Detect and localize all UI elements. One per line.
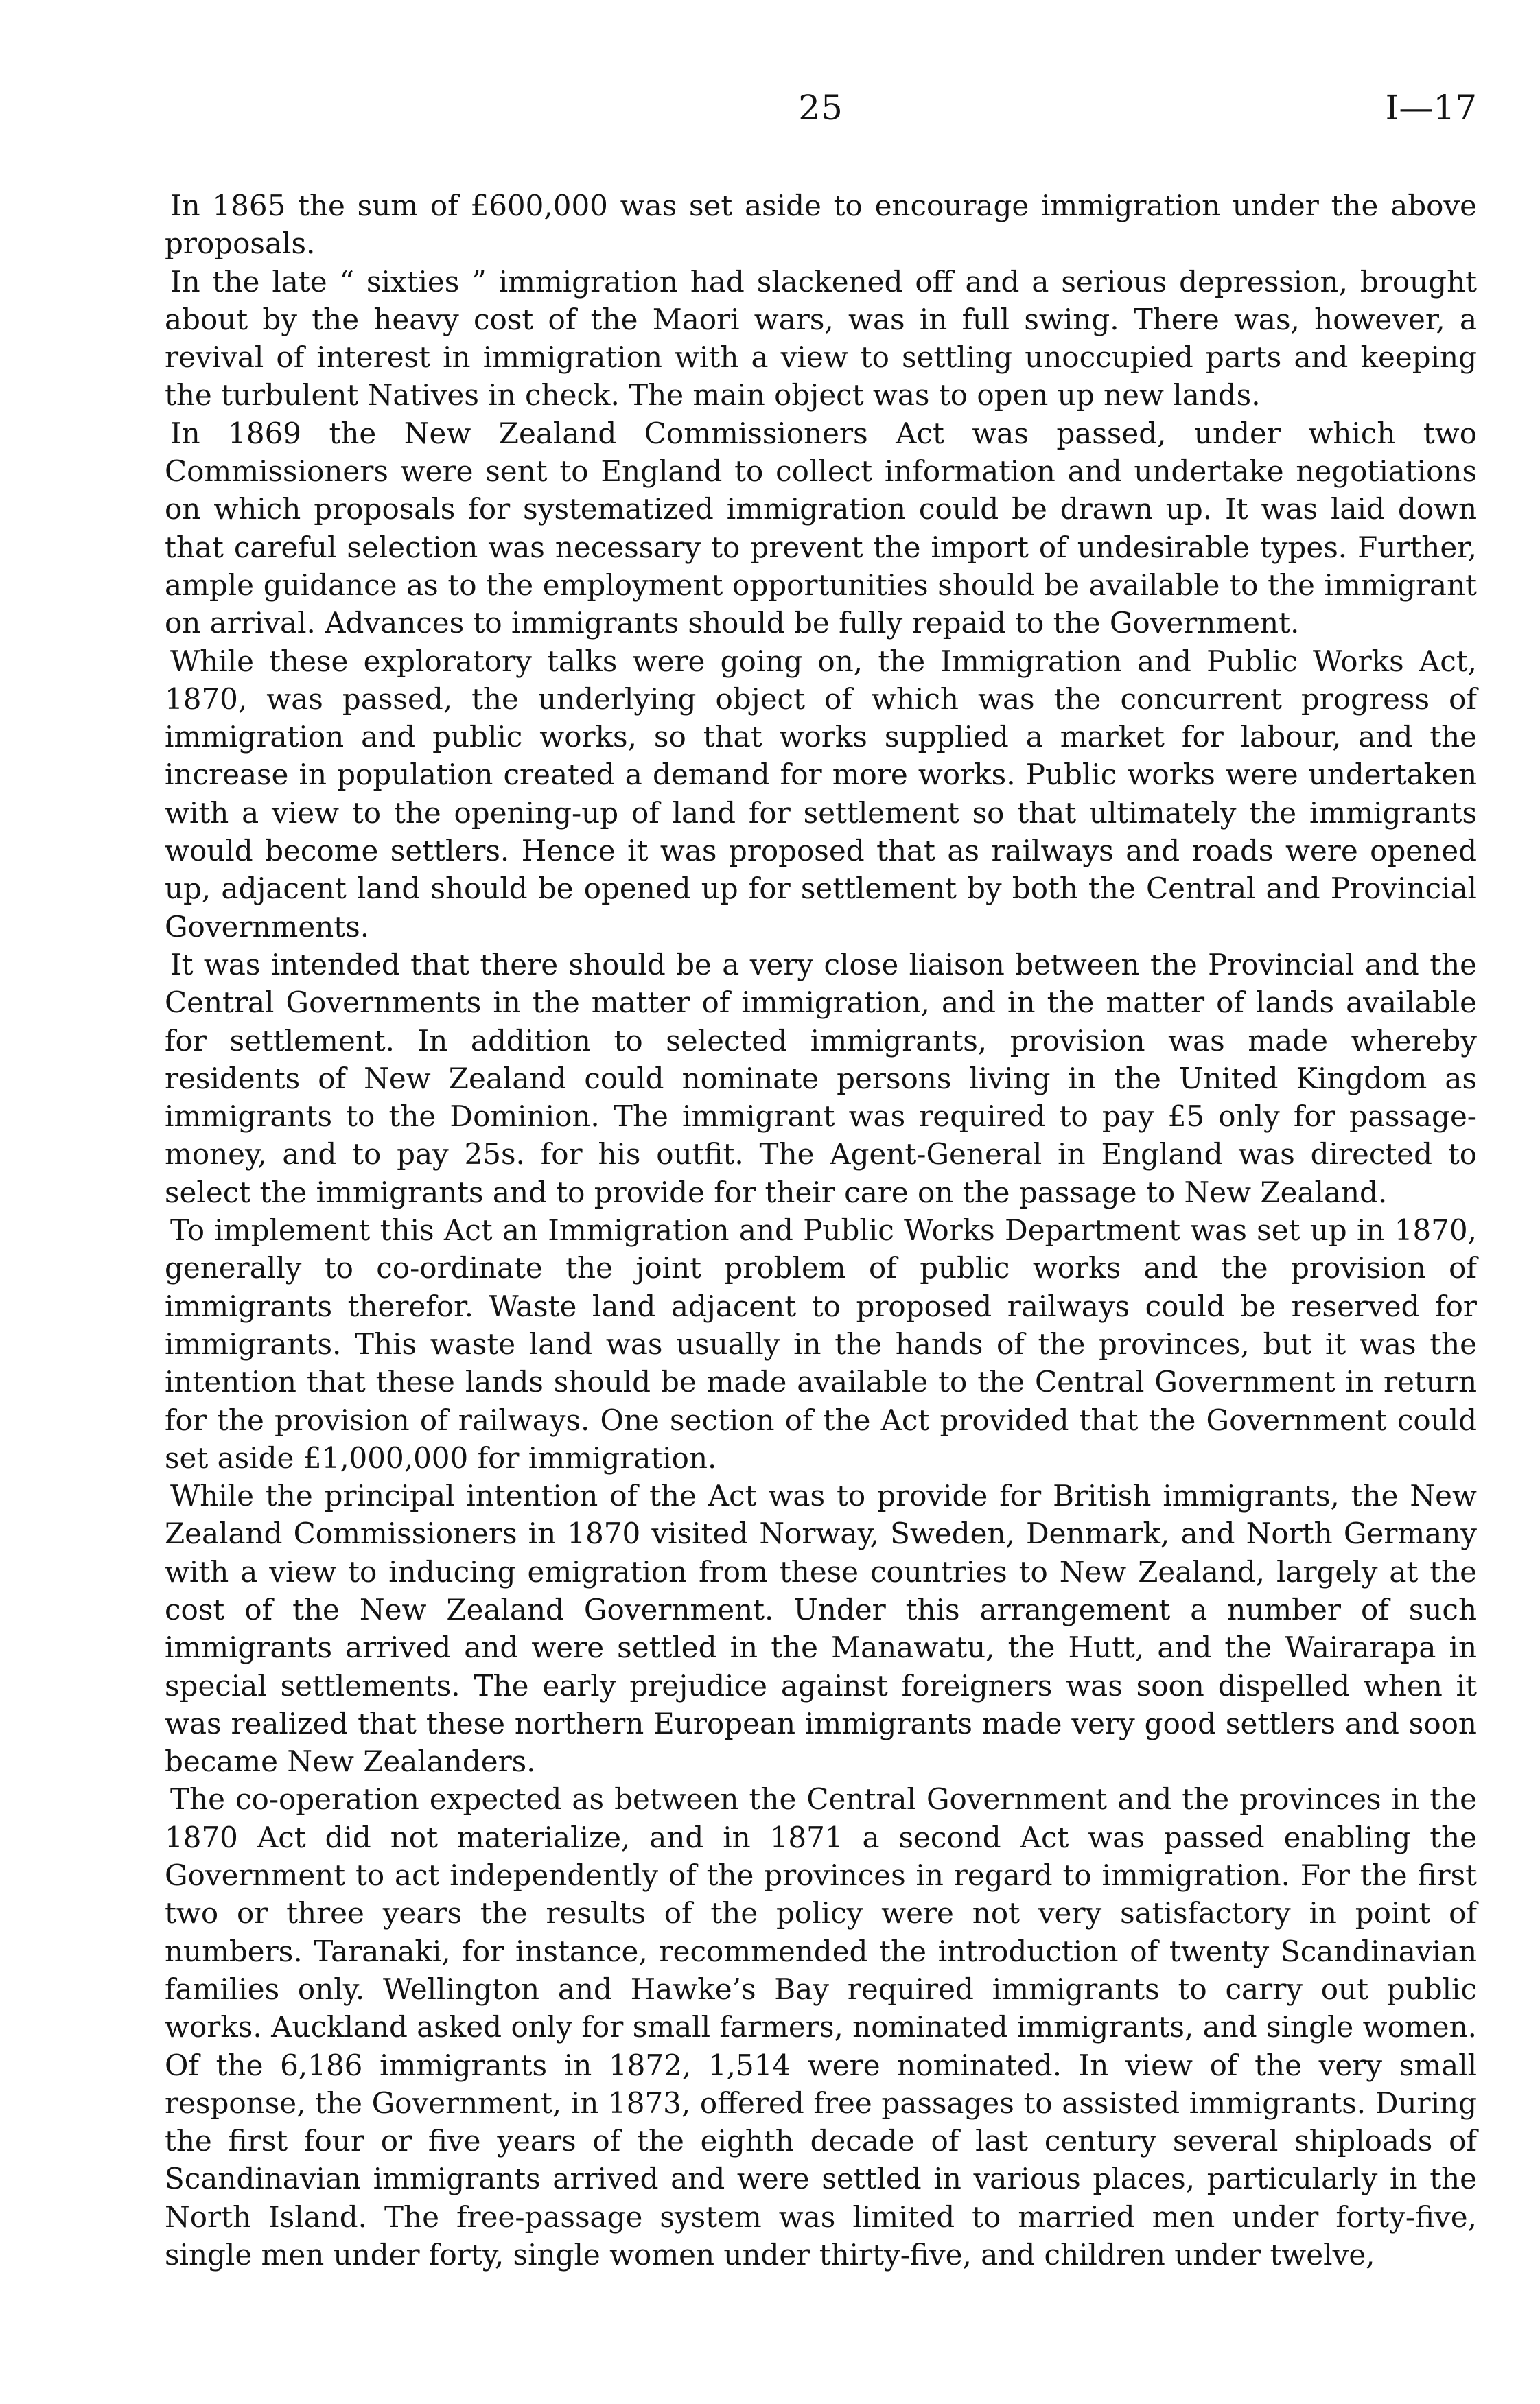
paragraph: It was intended that there should be a very close liaison between the Provincial and the Central Governments in the matter of immigration, and in the matter of lands available for settlement. In addition to selected immigrants, provision was made whereby residents of New Zealand could nominate persons living in the United Kingdom as immigrants to the Dominion. The immigrant was required to pay £5 only for passage-money, and to pay 25s. for his outfit. The Agent-General in England was directed to select the immigrants and to provide for their care on the passage to New Zealand. xyxy=(165,947,1477,1209)
paragraph: To implement this Act an Immigration and Public Works Department was set up in 1870, generally to co-ordinate the joint problem of public works and the provision of immigrants therefor. Waste land adjacent to proposed railways could be reserved for immigrants. This waste land was usually in the hands of the provinces, but it was the intention that these lands should be made available to the Central Government in return for the provision of railways. One section of the Act provided that the Government could set aside £1,000,000 for immigration. xyxy=(165,1213,1477,1475)
document-reference: I—17 xyxy=(1385,88,1477,128)
paragraph: While the principal intention of the Act was to provide for British immigrants, the New Zealand Commissioners in 1870 visited Norway, Sweden, Denmark, and North Germany with a view to inducing emigration from these countries to New Zealand, largely at the cost of the New Zealand Government. Under this arrangement a number of such immigrants arrived and were settled in the Manawatu, the Hutt, and the Wairarapa in special settlements. The early prejudice against foreigners was soon dispelled when it was realized that these northern European immigrants made very good settlers and soon became New Zealanders. xyxy=(165,1479,1477,1779)
paragraph: In 1869 the New Zealand Commissioners Act was passed, under which two Commissioners were sent to England to collect information and undertake negotiations on which proposals for systematized immigration could be drawn up. It was laid down that careful selection was necessary to prevent the import of undesirable types. Further, ample guidance as to the employment opportunities should be available to the immigrant on arrival. Advances to immigrants should be fully repaid to the Government. xyxy=(165,416,1477,640)
page-header xyxy=(165,88,1477,143)
page-number: 25 xyxy=(798,88,843,128)
paragraph: While these exploratory talks were going on, the Immigration and Public Works Act, 1870, was passed, the underlying object of which was the concurrent progress of immigration and public works, so that works supplied a market for labour, and the increase in population created a demand for more works. Public works were undertaken with a view to the opening-up of land for settlement so that ultimately the immigrants would become settlers. Hence it was proposed that as railways and roads were opened up, adjacent land should be opened up for settlement by both the Central and Provincial Governments. xyxy=(165,644,1477,944)
body-text xyxy=(165,187,1477,2274)
paragraph: In the late “ sixties ” immigration had slackened off and a serious depression, brought about by the heavy cost of the Maori wars, was in full swing. There was, however, a revival of interest in immigration with a view to settling unoccupied parts and keeping the turbulent Natives in check. The main object was to open up new lands. xyxy=(165,264,1477,412)
paragraph: In 1865 the sum of £600,000 was set aside to encourage immigration under the above proposals. xyxy=(165,189,1477,261)
paragraph: The co-operation expected as between the Central Government and the provinces in the 1870 Act did not materialize, and in 1871 a second Act was passed enabling the Government to act independently of the provinces in regard to immigration. For the first two or three years the results of the policy were not very satisfactory in point of numbers. Taranaki, for instance, recommended the introduction of twenty Scandinavian families only. Wellington and Hawke’s Bay required immigrants to carry out public works. Auckland asked only for small farmers, nominated immigrants, and single women. Of the 6,186 immigrants in 1872, 1,514 were nominated. In view of the very small response, the Government, in 1873, offered free passages to assisted immigrants. During the first four or five years of the eighth decade of last century several shiploads of Scandinavian immigrants arrived and were settled in various places, particularly in the North Island. The free-passage system was limited to married men under forty-five, single men under forty, single women under thirty-five, and children under twelve, xyxy=(165,1782,1477,2272)
